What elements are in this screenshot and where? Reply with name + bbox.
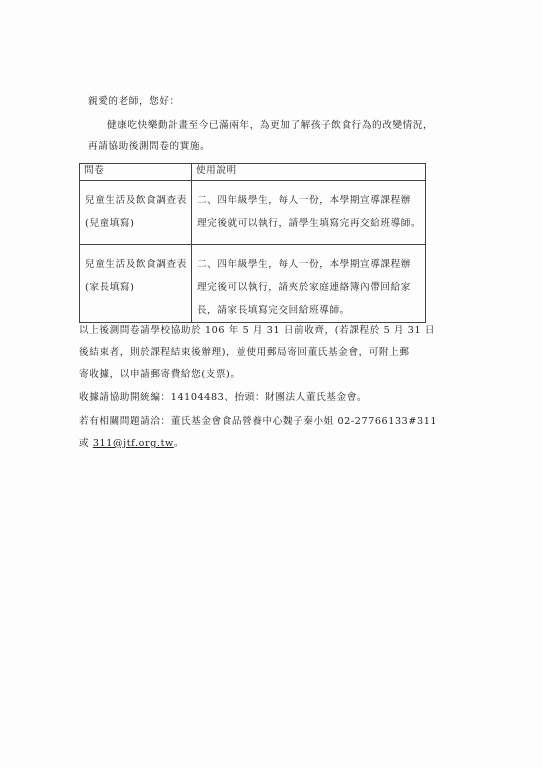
usage-line: 長，請家長填寫完交回給班導師。 [196,305,350,316]
header-usage: 使用說明 [191,164,425,181]
receipt-note: 收據請協助開統編：14104483、抬頭：財團法人董氏基金會。 [79,392,368,403]
deadline-note-line2: 後結束者，則於課程結束後辦理)，並使用郵局寄回董氏基金會，可附上郵 [79,347,410,358]
header-questionnaire: 問卷 [80,164,192,181]
intro-paragraph-line2: 再請協助後測問卷的實施。 [88,141,211,152]
usage-line: 理完後可以執行，請夾於家庭連絡簿內帶回給家 [196,282,412,293]
questionnaire-filler: (兒童填寫) [85,218,135,229]
contact-note: 若有相關問題請洽：董氏基金會食品營養中心魏子秦小姐 02-27766133#311 [79,416,438,427]
or-text: 或 [79,438,93,449]
table-header-row [80,164,426,181]
usage-description-cell [191,245,425,323]
contact-email-link[interactable]: 311@jtf.org.tw [92,438,174,449]
questionnaire-name-cell [80,181,192,245]
deadline-note-line3: 寄收據，以申請郵寄費給您(支票)。 [79,369,241,380]
table-row [80,181,426,245]
deadline-note-line1: 以上後測問卷請學校協助於 106 年 5 月 31 日前收齊，(若課程於 5 月 31 日 [79,325,436,336]
usage-line: 二、四年級學生，每人一份，本學期宣導課程辦 [196,259,412,270]
usage-line: 二、四年級學生，每人一份，本學期宣導課程辦 [196,195,412,206]
intro-paragraph-line1: 健康吃快樂動計畫至今已滿兩年，為更加了解孩子飲食行為的改變情況， [107,120,434,131]
survey-table [79,163,426,323]
questionnaire-filler: (家長填寫) [85,282,135,293]
questionnaire-name: 兒童生活及飲食調查表 [85,195,187,206]
contact-email-line [79,438,184,450]
usage-line: 理完後就可以執行，請學生填寫完再交給班導師。 [196,218,422,229]
questionnaire-name-cell [80,245,192,323]
table-row [80,245,426,323]
questionnaire-name: 兒童生活及飲食調查表 [85,259,187,270]
period-text: 。 [173,438,185,449]
usage-description-cell [191,181,425,245]
greeting: 親愛的老師，您好： [88,96,180,107]
